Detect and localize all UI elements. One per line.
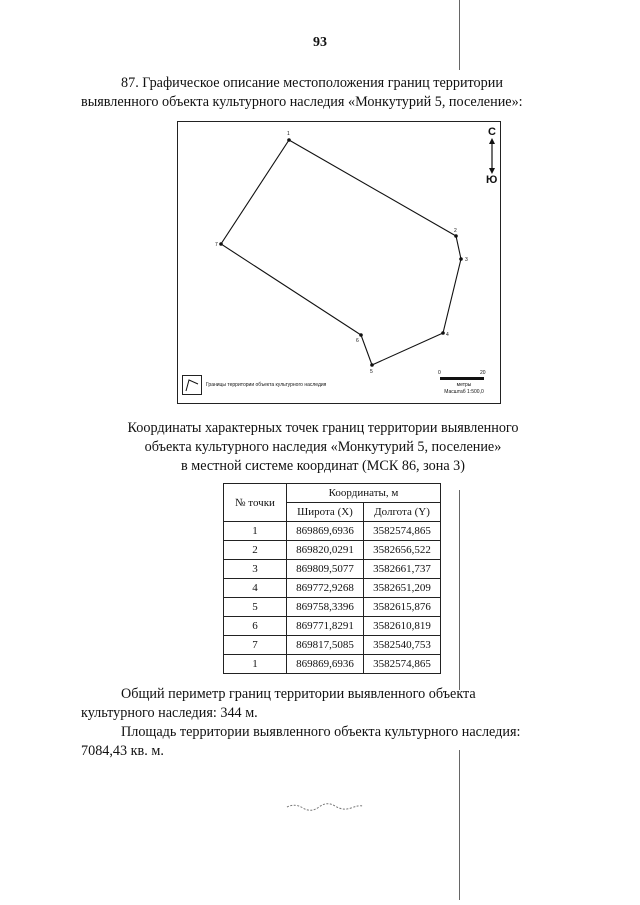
cell-x: 869817,5085 (287, 636, 364, 655)
perimeter-line-2: культурного наследия: 344 м. (81, 705, 258, 721)
north-label: С (488, 126, 496, 138)
table-row (224, 617, 441, 636)
scale-bar (434, 369, 494, 397)
table-row (224, 522, 441, 541)
scale-zero: 0 (438, 370, 441, 376)
vertex-2 (454, 234, 458, 238)
page-number: 93 (313, 35, 327, 50)
scale-unit: метры (456, 382, 472, 388)
scale-max: 20 (480, 370, 486, 376)
vertex-label-2: 2 (454, 228, 457, 234)
cell-x: 869869,6936 (287, 522, 364, 541)
cell-y: 3582574,865 (364, 522, 441, 541)
cell-point: 2 (224, 541, 287, 560)
heading-line-2: выявленного объекта культурного наследия «Монкутурий 5, поселение»: (81, 94, 523, 110)
cell-point: 5 (224, 598, 287, 617)
header-point-number: № точки (224, 484, 287, 522)
vertex-1 (287, 138, 291, 142)
cell-point: 1 (224, 522, 287, 541)
vertex-label-6: 6 (356, 338, 359, 344)
cell-point: 4 (224, 579, 287, 598)
legend-text: Границы территории объекта культурного наследия (206, 382, 327, 388)
vertex-4 (441, 331, 445, 335)
scale-bar-line (440, 377, 484, 380)
vertex-5 (370, 363, 374, 367)
cell-y: 3582651,209 (364, 579, 441, 598)
boundary-vertices (219, 138, 463, 367)
heading-line-1: 87. Графическое описание местоположения границ территории (121, 75, 503, 91)
perimeter-paragraph (81, 685, 567, 723)
vertex-label-7: 7 (215, 242, 218, 248)
vertex-label-4: 4 (446, 332, 449, 338)
boundary-map-svg (178, 122, 500, 403)
table-caption (80, 419, 566, 476)
boundary-polygon (221, 140, 461, 365)
legend-symbol-icon (182, 375, 202, 395)
scale-ratio: Масштаб 1:500,0 (444, 389, 484, 395)
cell-point: 1 (224, 655, 287, 674)
cell-x: 869869,6936 (287, 655, 364, 674)
vertex-label-1: 1 (287, 131, 290, 137)
scan-fold-line-bottom (459, 750, 460, 900)
table-row (224, 655, 441, 674)
cell-x: 869772,9268 (287, 579, 364, 598)
cell-point: 7 (224, 636, 287, 655)
cell-y: 3582574,865 (364, 655, 441, 674)
cell-x: 869809,5077 (287, 560, 364, 579)
table-row (224, 579, 441, 598)
perimeter-line-1: Общий периметр границ территории выявленного объекта (121, 686, 476, 702)
table-row (224, 598, 441, 617)
table-row (224, 560, 441, 579)
north-arrow-icon (489, 138, 495, 174)
cell-point: 3 (224, 560, 287, 579)
area-line-1: Площадь территории выявленного объекта культурного наследия: (121, 724, 521, 740)
scan-smudge-icon (285, 801, 365, 813)
cell-y: 3582540,753 (364, 636, 441, 655)
table-row (224, 636, 441, 655)
boundary-map (177, 121, 501, 404)
area-line-2: 7084,43 кв. м. (81, 743, 164, 759)
vertex-3 (459, 257, 463, 261)
cell-x: 869820,0291 (287, 541, 364, 560)
cell-y: 3582615,876 (364, 598, 441, 617)
caption-line-3: в местной системе координат (МСК 86, зона 3) (180, 458, 465, 474)
header-latitude: Широта (X) (287, 503, 364, 522)
cell-y: 3582661,737 (364, 560, 441, 579)
scan-fold-line-middle (459, 490, 460, 690)
section-heading (81, 74, 567, 112)
cell-x: 869758,3396 (287, 598, 364, 617)
vertex-6 (359, 333, 363, 337)
south-label: Ю (486, 174, 498, 186)
vertex-label-3: 3 (465, 257, 468, 263)
cell-y: 3582610,819 (364, 617, 441, 636)
map-legend (182, 373, 326, 397)
cell-x: 869771,8291 (287, 617, 364, 636)
caption-line-1: Координаты характерных точек границ территории выявленного (127, 420, 519, 436)
cell-point: 6 (224, 617, 287, 636)
vertex-7 (219, 242, 223, 246)
table-row (224, 541, 441, 560)
scan-fold-line-top (459, 0, 460, 70)
cell-y: 3582656,522 (364, 541, 441, 560)
area-paragraph (81, 723, 567, 761)
vertex-label-5: 5 (370, 369, 373, 375)
header-longitude: Долгота (Y) (364, 503, 441, 522)
caption-line-2: объекта культурного наследия «Монкутурий 5, поселение» (144, 439, 502, 455)
coordinates-table (223, 483, 441, 674)
header-coordinates: Координаты, м (287, 484, 441, 503)
